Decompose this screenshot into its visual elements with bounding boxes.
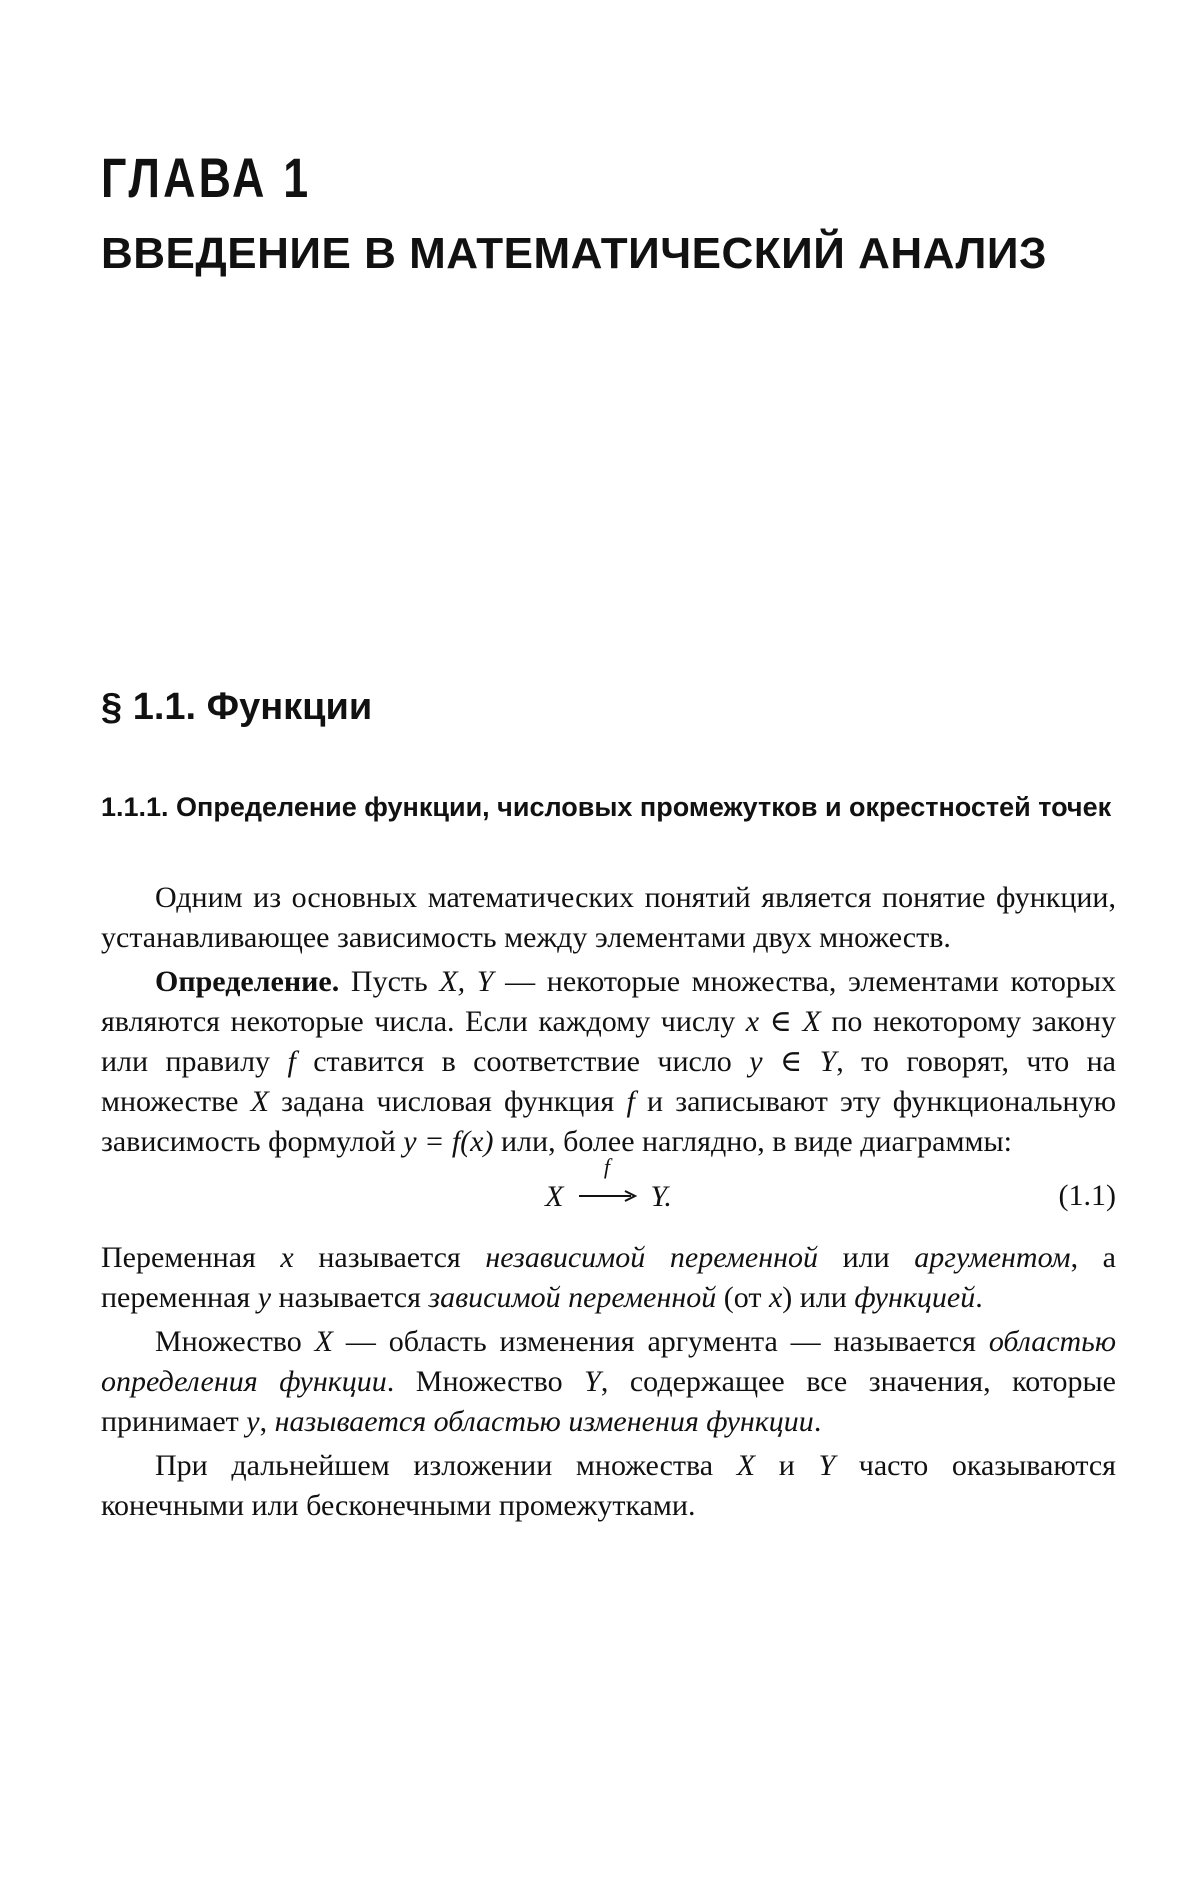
text-span: , а переменная (101, 1241, 1116, 1314)
math-span: x ∈ X (745, 1005, 821, 1038)
math-span: x (768, 1281, 783, 1314)
math-span: y ∈ Y (749, 1045, 837, 1078)
text-span: При дальнейшем изложении множества (155, 1449, 737, 1482)
text-span: . Множество (386, 1365, 585, 1398)
math-span: y (246, 1405, 260, 1438)
text-span: задана числовая функция (268, 1085, 627, 1118)
text-span: , (259, 1405, 275, 1438)
math-span: x (280, 1241, 294, 1274)
paragraph-definition (101, 962, 1116, 1162)
text-span: называется (293, 1241, 486, 1274)
paragraph-domain (101, 1322, 1116, 1442)
text-span: по некоторому закону или правилу (101, 1005, 1116, 1078)
body-text (101, 878, 1116, 1530)
text-span: . (813, 1405, 822, 1438)
formula-row (101, 1154, 1116, 1230)
math-span: X (250, 1085, 269, 1118)
emphasis-span: функцией (854, 1281, 976, 1314)
text-span: или (818, 1241, 915, 1274)
formula-right: Y. (650, 1180, 672, 1213)
emphasis-span: зависимой переменной (428, 1281, 717, 1314)
text-span: , содержащее все значения, которые принимает (101, 1365, 1117, 1438)
equation-number: (1.1) (1058, 1179, 1116, 1212)
text-span: Переменная (101, 1241, 281, 1274)
formula (101, 1154, 1116, 1217)
math-span: y = f(x) (403, 1125, 494, 1158)
text-span: и (755, 1449, 819, 1482)
section-title: § 1.1. Функции (101, 686, 373, 728)
paragraph-variables (101, 1238, 1116, 1318)
math-span: Y (584, 1365, 601, 1398)
chapter-label: ГЛАВА 1 (101, 146, 312, 209)
text-span: Пусть (339, 965, 440, 998)
text-span: называется (271, 1281, 429, 1314)
text-span: — некоторые множества, элементами которых являются некоторые числа. Если каждому числу (101, 965, 1116, 1038)
paragraph-intervals (101, 1446, 1116, 1526)
formula-left: X (545, 1180, 564, 1213)
math-span: X (314, 1325, 333, 1358)
mapping-arrow (577, 1154, 637, 1206)
text-span: ставится в соответствие число (295, 1045, 750, 1078)
text-span: и записывают эту функциональную зависимость формулой (101, 1085, 1116, 1158)
math-span: X (736, 1449, 756, 1482)
arrow-icon (577, 1190, 637, 1202)
text-span: (от (716, 1281, 769, 1314)
text-span: часто оказываются конечными или бесконечными промежутками. (101, 1449, 1116, 1522)
subsection-title: 1.1.1. Определение функции, числовых промежутков и окрестностей точек (101, 792, 1112, 822)
math-span: f (287, 1045, 296, 1078)
text-span: Множество (155, 1325, 315, 1358)
math-span: X, Y (439, 965, 494, 998)
paragraph-intro: Одним из основных математических понятий является понятие функции, устанавливающее зависимость между элементами двух множеств. (101, 881, 1116, 954)
math-span: y (257, 1281, 272, 1314)
emphasis-span: называется областью изменения функции (274, 1405, 814, 1438)
emphasis-span: независимой переменной (485, 1241, 819, 1274)
definition-lead: Определение. (155, 965, 340, 998)
text-span: или, более наглядно, в виде диаграммы: (493, 1125, 1012, 1158)
chapter-title: ВВЕДЕНИЕ В МАТЕМАТИЧЕСКИЙ АНАЛИЗ (101, 229, 1048, 278)
text-span: ) или (782, 1281, 855, 1314)
arrow-label: f (603, 1154, 610, 1179)
text-span: , то говорят, что на множестве (101, 1045, 1116, 1118)
math-span: f (626, 1085, 635, 1118)
text-span: — область изменения аргумента — называется (332, 1325, 989, 1358)
emphasis-span: областью определения функции (101, 1325, 1116, 1398)
math-span: Y (818, 1449, 836, 1482)
text-span: . (975, 1281, 983, 1314)
emphasis-span: аргументом (914, 1241, 1071, 1274)
